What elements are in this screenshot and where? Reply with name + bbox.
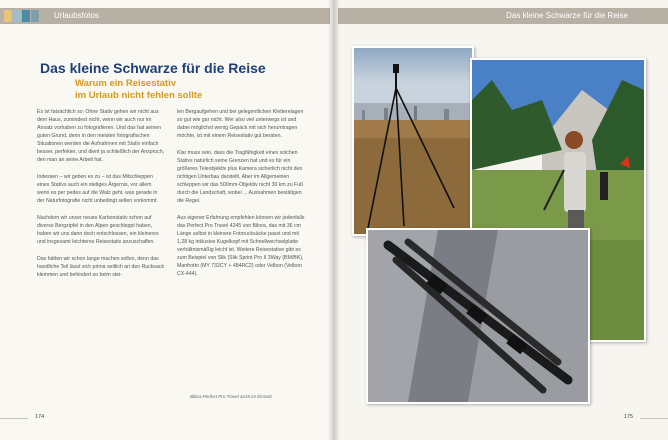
subtitle-line-2: im Urlaub nicht fehlen sollte — [75, 90, 203, 101]
running-head-right: Das kleine Schwarze für die Reise — [506, 11, 628, 20]
paragraph: Es ist fatsächlich so: Ohne Stativ gehen wir nicht aus dem Haus, zumindest nicht, wenn wir auch nur im Ansatz vorhaben zu fotografieren. Und das hat seinen guten Grund, denn in den meisten fotografischen Situationen werden die Aufnahmen mit Stativ einfach besser, perfekter, und dient ja schließlich der Anspruch, den man an seine Arbeit hat. — [37, 109, 165, 163]
page-number-left: 174 — [35, 414, 45, 420]
text-column-1 — [37, 108, 165, 288]
color-swatch — [4, 10, 12, 22]
paragraph: Klar muss sein, dass die Tragfähigkeit eines solchen Stativs natürlich seine Grenzen hat und es für ein größeres Teleobjektiv plus Kamera sicherlich nicht den richtigen Unterbau darstellt. Aber im Allgemeinen schleppen wir das 500mm-Objektiv nicht 30 km zu Fuß durch die Landschaft, wobei ... Ausnahmen bestätigen die Regel. — [177, 150, 304, 204]
page-number-right: 175 — [623, 414, 633, 420]
tripod-city-photo — [352, 46, 474, 236]
book-gutter — [328, 0, 340, 440]
paragraph: len Bergaufgehen und bei gelegentlichen Kletterelagen so gut wie gar nicht. Wer also viel unterwegs ist und dabei möglichst wenig Gepäck mit sich herumtragen möchte, ist mit einem Reisestativ gut beraten. — [177, 109, 304, 139]
subtitle-line-1: Warum ein Reisestativ — [75, 78, 177, 89]
color-swatch — [13, 10, 21, 22]
tripod-on-wood-photo — [366, 228, 590, 404]
footer-rule-right — [640, 418, 668, 419]
color-swatch — [22, 10, 30, 22]
article-title: Das kleine Schwarze für die Reise — [40, 60, 266, 76]
paragraph: Indessen – wir geben es zu – ist das Mitschleppen eines Stativs auch ein stetiges Ärgernis, vor allem wenn es per pedes auf die Walz geht, was gerade in der Naturfotografie nicht unbedingt selten vorkommt. — [37, 174, 158, 204]
paragraph: Das hätten wir schon lange machen sollen, denn das handliche Teil lässt sich prima seitlich an den Rucksack klemmen und behindert so beim stei- — [37, 256, 165, 278]
text-column-2 — [177, 108, 305, 287]
header-bar-left — [0, 8, 330, 24]
color-swatch — [31, 10, 39, 22]
paragraph: Nachdem wir unser neues Karbonstativ schon auf diverse Bergzipfel in den Alpen geschleppt haben, haben wir uns dann doch entschlossen, ein kleineres und insgesamt leichteres Reisestativ anzuschaffen. — [37, 215, 159, 245]
footer-rule-left — [0, 418, 28, 419]
running-head-left: Urlaubsfotos — [54, 11, 99, 20]
photo-caption: Bilora Perfect Pro Travel 4245 im Einsatz — [190, 394, 272, 399]
paragraph: Aus eigener Erfahrung empfehlen können wir jedenfalls das Perfect Pro Travel 4245 von Bilora, das mit 36 cm Länge selbst in kleinere Fotorucksäcke passt und mit 1,28 kg inklusive Kugelkopf mit Schnellwechselplatte verhältnismäßig leicht ist. Weitere Reisestative gibt es zum Beispiel von Slik (Slik Sprint Pro II 3Way (BM/BK), Manfrotto (MY 732CY + 484RC2) oder Velbon (Velbon CX-444). — [177, 215, 305, 277]
article-subtitle — [75, 78, 315, 102]
